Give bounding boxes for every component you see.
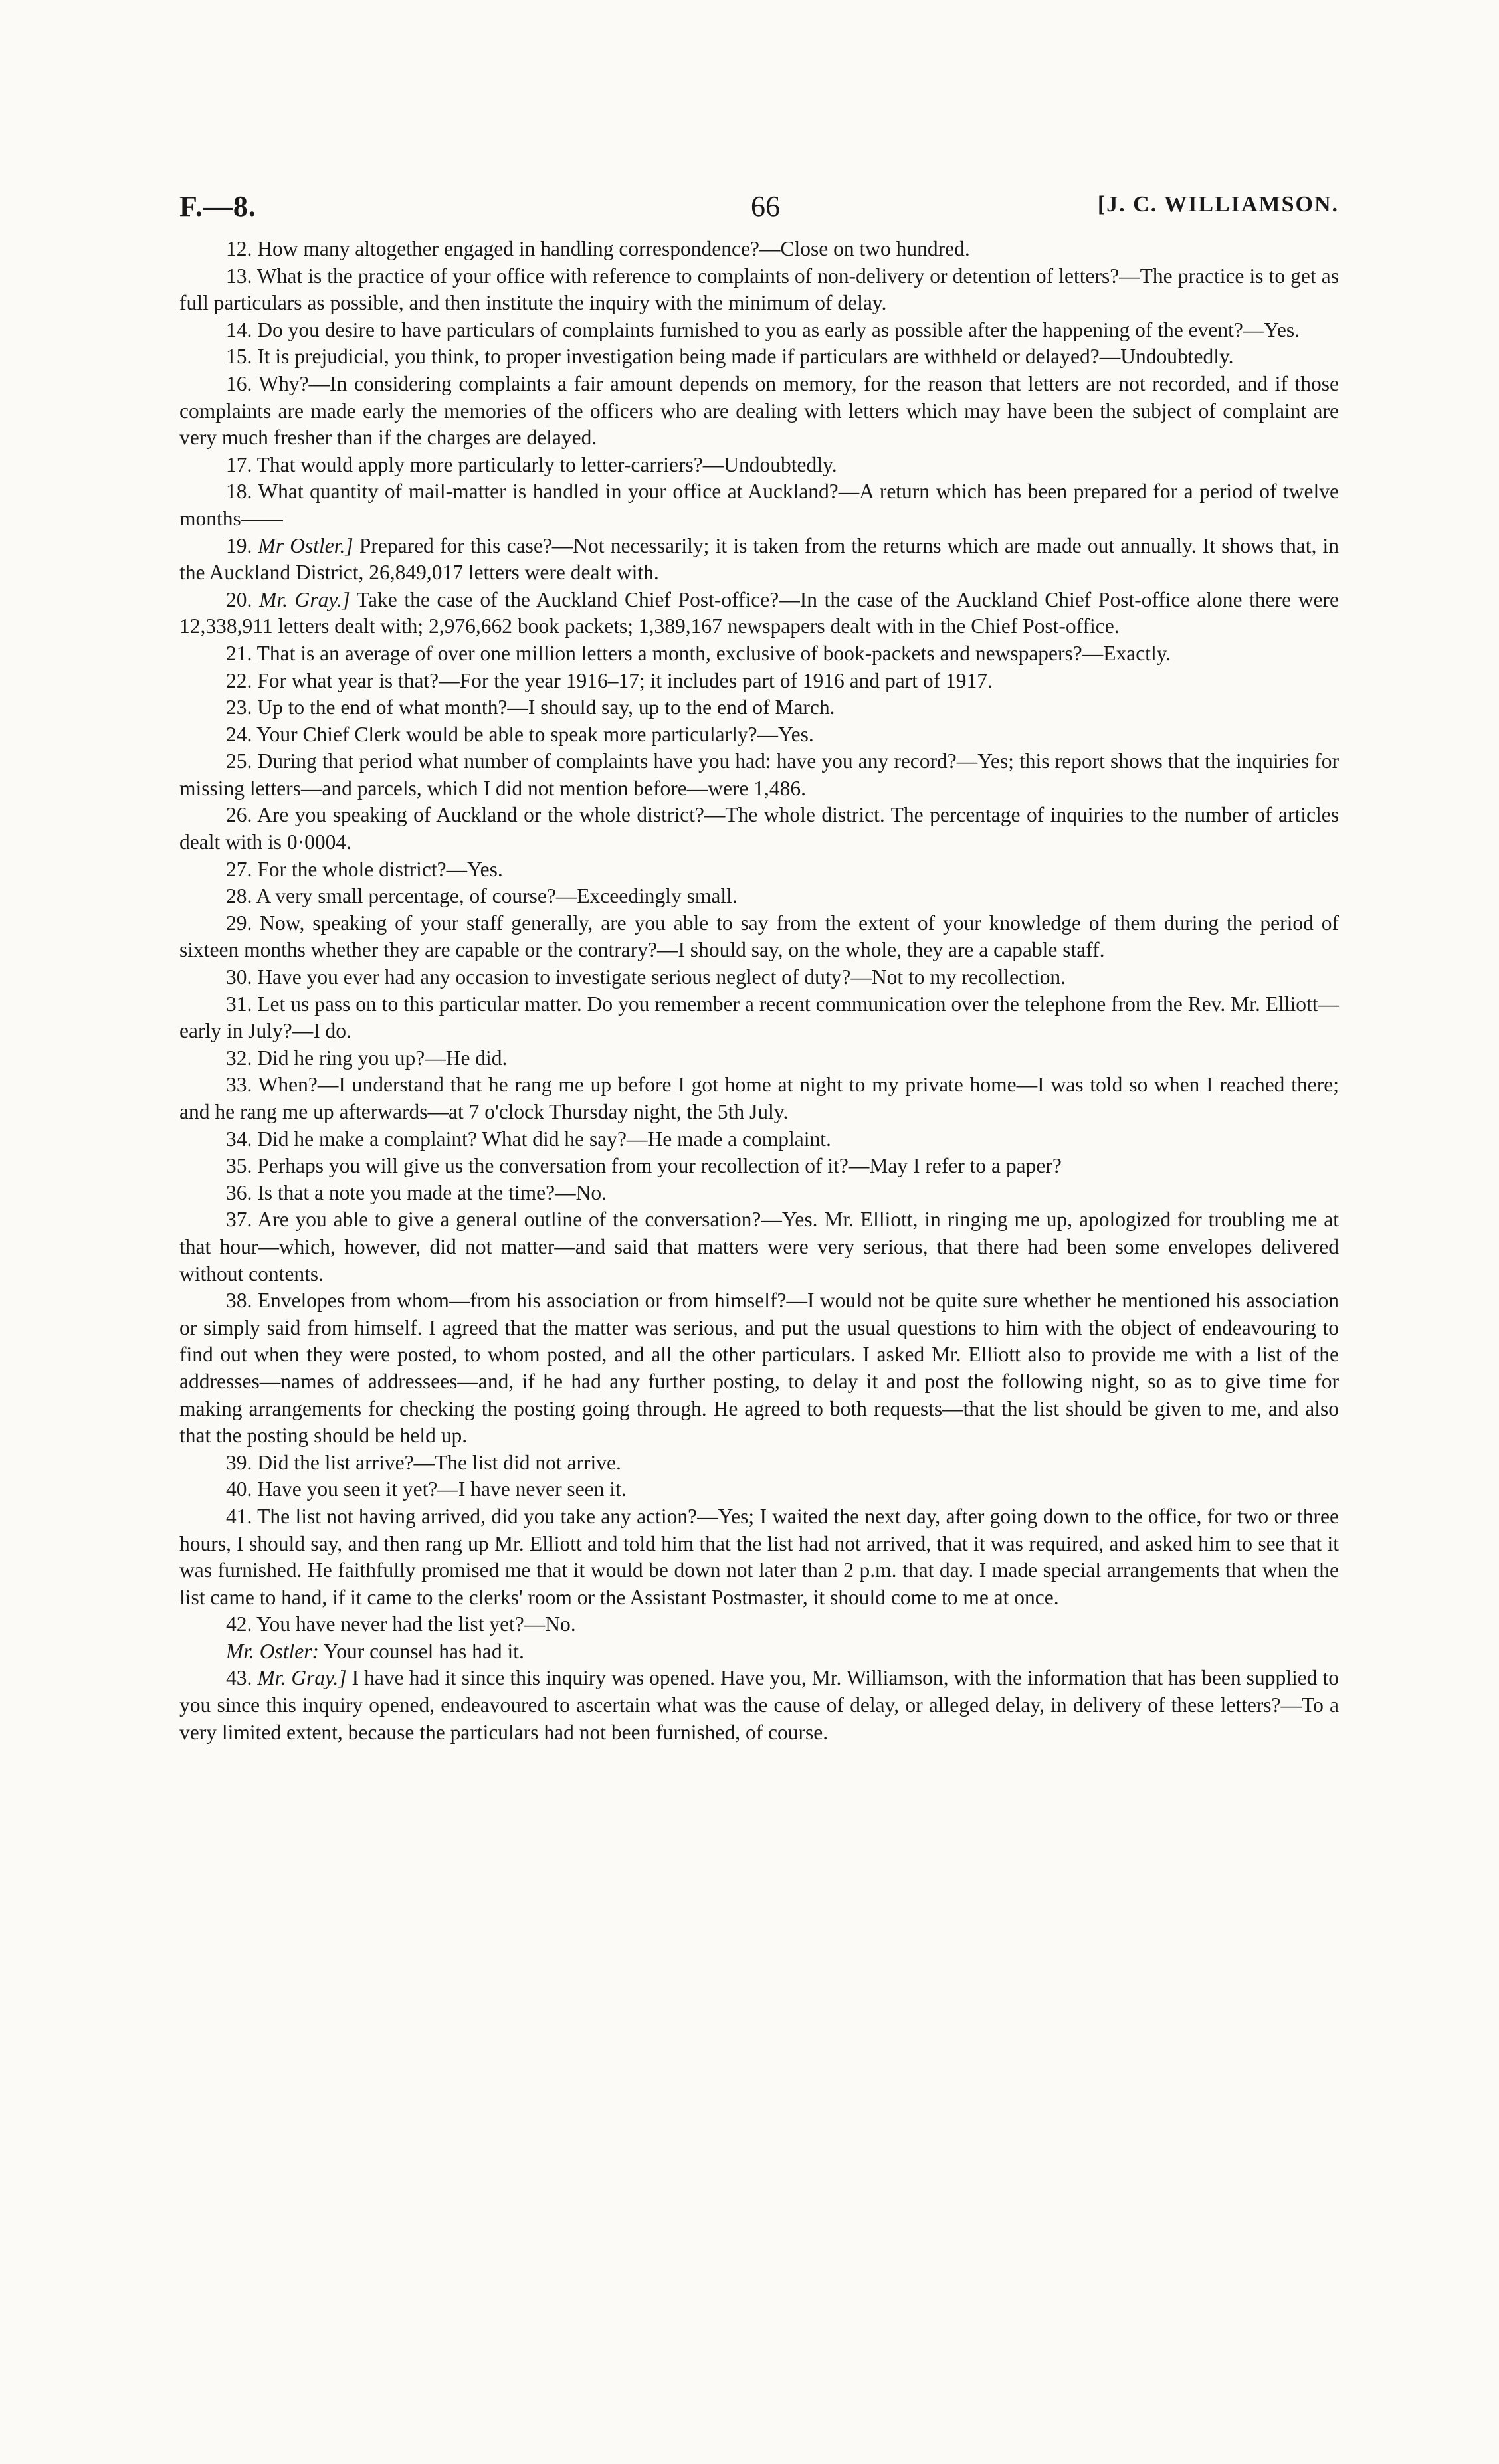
paragraph-24: 24. Your Chief Clerk would be able to speak more particularly?—Yes. bbox=[226, 722, 814, 746]
paragraph-18: 18. What quantity of mail-matter is handled in your office at Auckland?—A return which has been prepared for a period of twelve months—— bbox=[179, 480, 1339, 530]
paragraph-27: 27. For the whole district?—Yes. bbox=[226, 857, 503, 881]
question-number: 20. bbox=[226, 587, 260, 611]
speaker-label: Mr. Gray.] bbox=[257, 1666, 347, 1690]
paragraph-28: 28. A very small percentage, of course?—Exceedingly small. bbox=[226, 884, 738, 908]
speaker-label: Mr. Gray.] bbox=[259, 587, 350, 611]
transcript-body bbox=[179, 236, 1339, 1746]
paragraph-26: 26. Are you speaking of Auckland or the whole district?—The whole district. The percentage of inquiries to the number of articles dealt with is 0·0004. bbox=[179, 803, 1339, 854]
paragraph-40: 40. Have you seen it yet?—I have never seen it. bbox=[226, 1477, 627, 1501]
paragraph-16: 16. Why?—In considering complaints a fair amount depends on memory, for the reason that letters are not recorded, and if those complaints are made early the memories of the officers who are dealing with letters which may have been the subject of complaint are very much fresher than if the charges are delayed. bbox=[179, 371, 1339, 450]
paragraph-42: 42. You have never had the list yet?—No. bbox=[226, 1612, 576, 1636]
report-code: F.—8. bbox=[179, 190, 256, 223]
paragraph-text: Take the case of the Auckland Chief Post-office?—In the case of the Auckland Chief Post-office alone there were 12,338,911 letters dealt with; 2,976,662 book packets; 1,389,167 newspapers dealt with in the Chief Post-office. bbox=[179, 587, 1340, 638]
paragraph-text: I have had it since this inquiry was opened. Have you, Mr. Williamson, with the information that has been supplied to you since this inquiry opened, endeavoured to ascertain what was the cause of delay, or alleged delay, in delivery of these letters?—To a very limited extent, because the particulars had not been furnished, of course. bbox=[179, 1666, 1340, 1744]
paragraph-ostler-remark bbox=[179, 1638, 1339, 1665]
paragraph-32: 32. Did he ring you up?—He did. bbox=[226, 1046, 508, 1070]
page bbox=[179, 189, 1339, 1746]
paragraph-22: 22. For what year is that?—For the year 1916–17; it includes part of 1916 and part of 1917. bbox=[226, 668, 993, 692]
speaker-label: Mr Ostler.] bbox=[258, 533, 353, 557]
paragraph-17: 17. That would apply more particularly to letter-carriers?—Undoubtedly. bbox=[226, 452, 837, 476]
paragraph-12: 12. How many altogether engaged in handling correspondence?—Close on two hundred. bbox=[226, 237, 970, 260]
paragraph-text: Your counsel has had it. bbox=[319, 1639, 524, 1663]
page-header bbox=[179, 189, 1339, 236]
page-number: 66 bbox=[751, 190, 780, 223]
question-number: 43. bbox=[226, 1666, 258, 1690]
paragraph-38: 38. Envelopes from whom—from his association or from himself?—I would not be quite sure whether he mentioned his association or simply said from himself. I agreed that the matter was serious, and put the usual questions to him with the object of endeavouring to find out when they were posted, to whom posted, and all the other particulars. I asked Mr. Elliott also to provide me with a list of the addresses—names of addressees—and, if he had any further posting, to delay it and post the following night, so as to give time for making arrangements for checking the posting going through. He agreed to both requests—that the list should be given to me, and also that the posting should be held up. bbox=[179, 1289, 1339, 1448]
paragraph-25: 25. During that period what number of complaints have you had: have you any record?—Yes; this report shows that the inquiries for missing letters—and parcels, which I did not mention before—were 1,486. bbox=[179, 749, 1339, 800]
paragraph-41: 41. The list not having arrived, did you take any action?—Yes; I waited the next day, after going down to the office, for two or three hours, I should say, and then rang up Mr. Elliott and told him that the list had not arrived, that it was required, and asked him to see that it was furnished. He faithfully promised me that it would be down not later than 2 p.m. that day. I made special arrangements that when the list came to hand, if it came to the clerks' room or the Assistant Postmaster, it should come to me at once. bbox=[179, 1504, 1339, 1609]
paragraph-19 bbox=[179, 533, 1339, 587]
paragraph-31: 31. Let us pass on to this particular matter. Do you remember a recent communication over the telephone from the Rev. Mr. Elliott—early in July?—I do. bbox=[179, 992, 1339, 1043]
paragraph-20 bbox=[179, 587, 1339, 640]
question-number: 19. bbox=[226, 533, 258, 557]
paragraph-23: 23. Up to the end of what month?—I should say, up to the end of March. bbox=[226, 696, 835, 719]
paragraph-30: 30. Have you ever had any occasion to investigate serious neglect of duty?—Not to my recollection. bbox=[226, 965, 1066, 989]
paragraph-29: 29. Now, speaking of your staff generally, are you able to say from the extent of your knowledge of them during the period of sixteen months whether they are capable or the contrary?—I should say, on the whole, they are a capable staff. bbox=[179, 911, 1339, 962]
paragraph-33: 33. When?—I understand that he rang me up before I got home at night to my private home—I was told so when I reached there; and he rang me up afterwards—at 7 o'clock Thursday night, the 5th July. bbox=[179, 1073, 1339, 1123]
paragraph-35: 35. Perhaps you will give us the conversation from your recollection of it?—May I refer to a paper? bbox=[226, 1154, 1062, 1178]
paragraph-36: 36. Is that a note you made at the time?—No. bbox=[226, 1181, 607, 1204]
paragraph-43 bbox=[179, 1665, 1339, 1746]
witness-name: [J. C. WILLIAMSON. bbox=[1097, 192, 1339, 217]
speaker-label: Mr. Ostler: bbox=[226, 1639, 319, 1663]
paragraph-13: 13. What is the practice of your office with reference to complaints of non-delivery or detention of letters?—The practice is to get as full particulars as possible, and then institute the inquiry with the minimum of delay. bbox=[179, 264, 1339, 315]
paragraph-34: 34. Did he make a complaint? What did he say?—He made a complaint. bbox=[226, 1127, 831, 1151]
paragraph-37: 37. Are you able to give a general outline of the conversation?—Yes. Mr. Elliott, in ringing me up, apologized for troubling me at that hour—which, however, did not matter—and said that matters were very serious, that there had been some envelopes delivered without contents. bbox=[179, 1208, 1339, 1285]
paragraph-39: 39. Did the list arrive?—The list did not arrive. bbox=[226, 1450, 621, 1474]
paragraph-text: Prepared for this case?—Not necessarily; it is taken from the returns which are made out annually. It shows that, in the Auckland District, 26,849,017 letters were dealt with. bbox=[179, 533, 1340, 585]
paragraph-14: 14. Do you desire to have particulars of complaints furnished to you as early as possible after the happening of the event?—Yes. bbox=[226, 318, 1300, 341]
paragraph-21: 21. That is an average of over one million letters a month, exclusive of book-packets and newspapers?—Exactly. bbox=[226, 641, 1171, 665]
paragraph-15: 15. It is prejudicial, you think, to proper investigation being made if particulars are withheld or delayed?—Undoubtedly. bbox=[226, 345, 1234, 369]
